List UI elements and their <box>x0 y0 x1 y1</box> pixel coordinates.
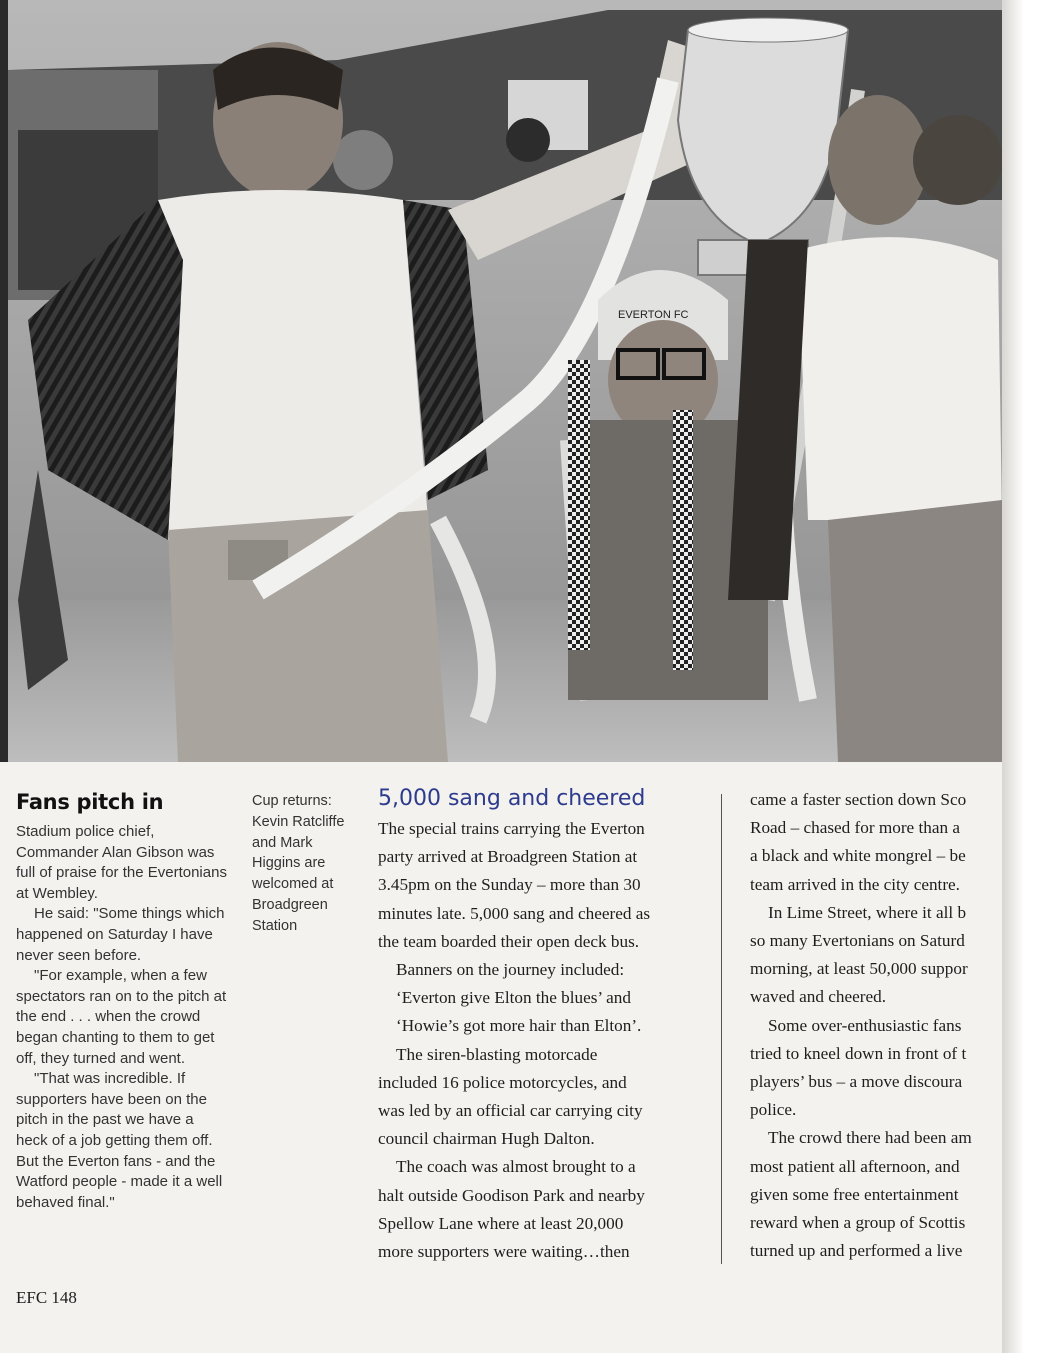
article-line: 3.45pm on the Sunday – more than 30 <box>378 875 641 895</box>
photo-caption <box>252 791 362 937</box>
article-line: Banners on the journey included: <box>396 960 625 980</box>
article-headline: 5,000 sang and cheered <box>378 786 646 811</box>
cap-text: EVERTON FC <box>618 309 689 321</box>
article-line: council chairman Hugh Dalton. <box>378 1129 595 1149</box>
article-line: minutes late. 5,000 sang and cheered as <box>378 903 651 923</box>
article-line: so many Evertonians on Saturd <box>750 931 965 951</box>
article-line: Road – chased for more than a <box>750 818 960 838</box>
page-edge-left <box>0 0 8 762</box>
article-line: reward when a group of Scottis <box>750 1213 966 1233</box>
sidebar-paragraph: "For example, when a few spectators ran on to the pitch at the end . . . when the crowd began chanting to them to get off, they turned and went. <box>16 967 227 1067</box>
article-line: came a faster section down Sco <box>750 790 967 809</box>
caption-line: and Mark <box>252 834 313 851</box>
article-line: given some free entertainment <box>750 1184 959 1204</box>
sidebar-paragraph: He said: "Some things which happened on Saturday I have never seen before. <box>16 905 225 964</box>
article-line: morning, at least 50,000 suppor <box>750 959 968 979</box>
page-edge-right <box>1002 0 1039 1353</box>
article-line: party arrived at Broadgreen Station at <box>378 847 638 867</box>
column-divider <box>721 794 722 1264</box>
article-line: halt outside Goodison Park and nearby <box>378 1185 645 1205</box>
article-line: was led by an official car carrying city <box>378 1101 643 1121</box>
caption-line: Kevin Ratcliffe <box>252 813 345 830</box>
caption-line: Broadgreen <box>252 896 328 913</box>
article-line: The special trains carrying the Everton <box>378 819 645 838</box>
article-column-1 <box>378 786 708 1266</box>
article-line: Spellow Lane where at least 20,000 <box>378 1213 624 1233</box>
article-line: more supporters were waiting…then <box>378 1242 630 1262</box>
article-line: included 16 police motorcycles, and <box>378 1072 627 1092</box>
article-line: most patient all afternoon, and <box>750 1156 960 1176</box>
caption-line: Station <box>252 917 298 934</box>
article-line: players’ bus – a move discoura <box>750 1072 963 1092</box>
sidebar-paragraph: Stadium police chief, Commander Alan Gibson was full of praise for the Evertonians at Wembley. <box>16 823 227 902</box>
article-line: police. <box>750 1100 797 1120</box>
article-line: tried to kneel down in front of t <box>750 1043 967 1063</box>
article-line: ‘Everton give Elton the blues’ and <box>396 988 631 1008</box>
article-line: ‘Howie’s got more hair than Elton’. <box>396 1016 642 1036</box>
article-line: the team boarded their open deck bus. <box>378 931 640 951</box>
article-line: turned up and performed a live <box>750 1241 963 1261</box>
photo-cup-returns <box>8 0 1002 762</box>
caption-line: Cup returns: <box>252 793 332 809</box>
photo-illustration <box>8 0 1002 762</box>
article-column-2 <box>750 786 1002 1265</box>
article-line: team arrived in the city centre. <box>750 874 960 894</box>
sidebar-fans-pitch-in <box>16 790 228 1213</box>
article-line: The crowd there had been am <box>768 1128 972 1148</box>
article-line: Some over-enthusiastic fans <box>768 1015 962 1035</box>
article-line: waved and cheered. <box>750 987 886 1007</box>
article-line: In Lime Street, where it all b <box>768 902 967 922</box>
page-footer-label: EFC 148 <box>16 1288 77 1307</box>
article-line: a black and white mongrel – be <box>750 846 966 866</box>
caption-line: welcomed at <box>252 876 334 893</box>
article-line: The coach was almost brought to a <box>396 1157 636 1177</box>
caption-line: Higgins are <box>252 855 326 872</box>
sidebar-paragraph: "That was incredible. If supporters have been on the pitch in the past we have a heck of a job getting them off. But the Everton fans - and the Watford people - made it a well behaved final." <box>16 1070 223 1211</box>
sidebar-title: Fans pitch in <box>16 790 164 814</box>
article-line: The siren-blasting motorcade <box>396 1044 598 1064</box>
